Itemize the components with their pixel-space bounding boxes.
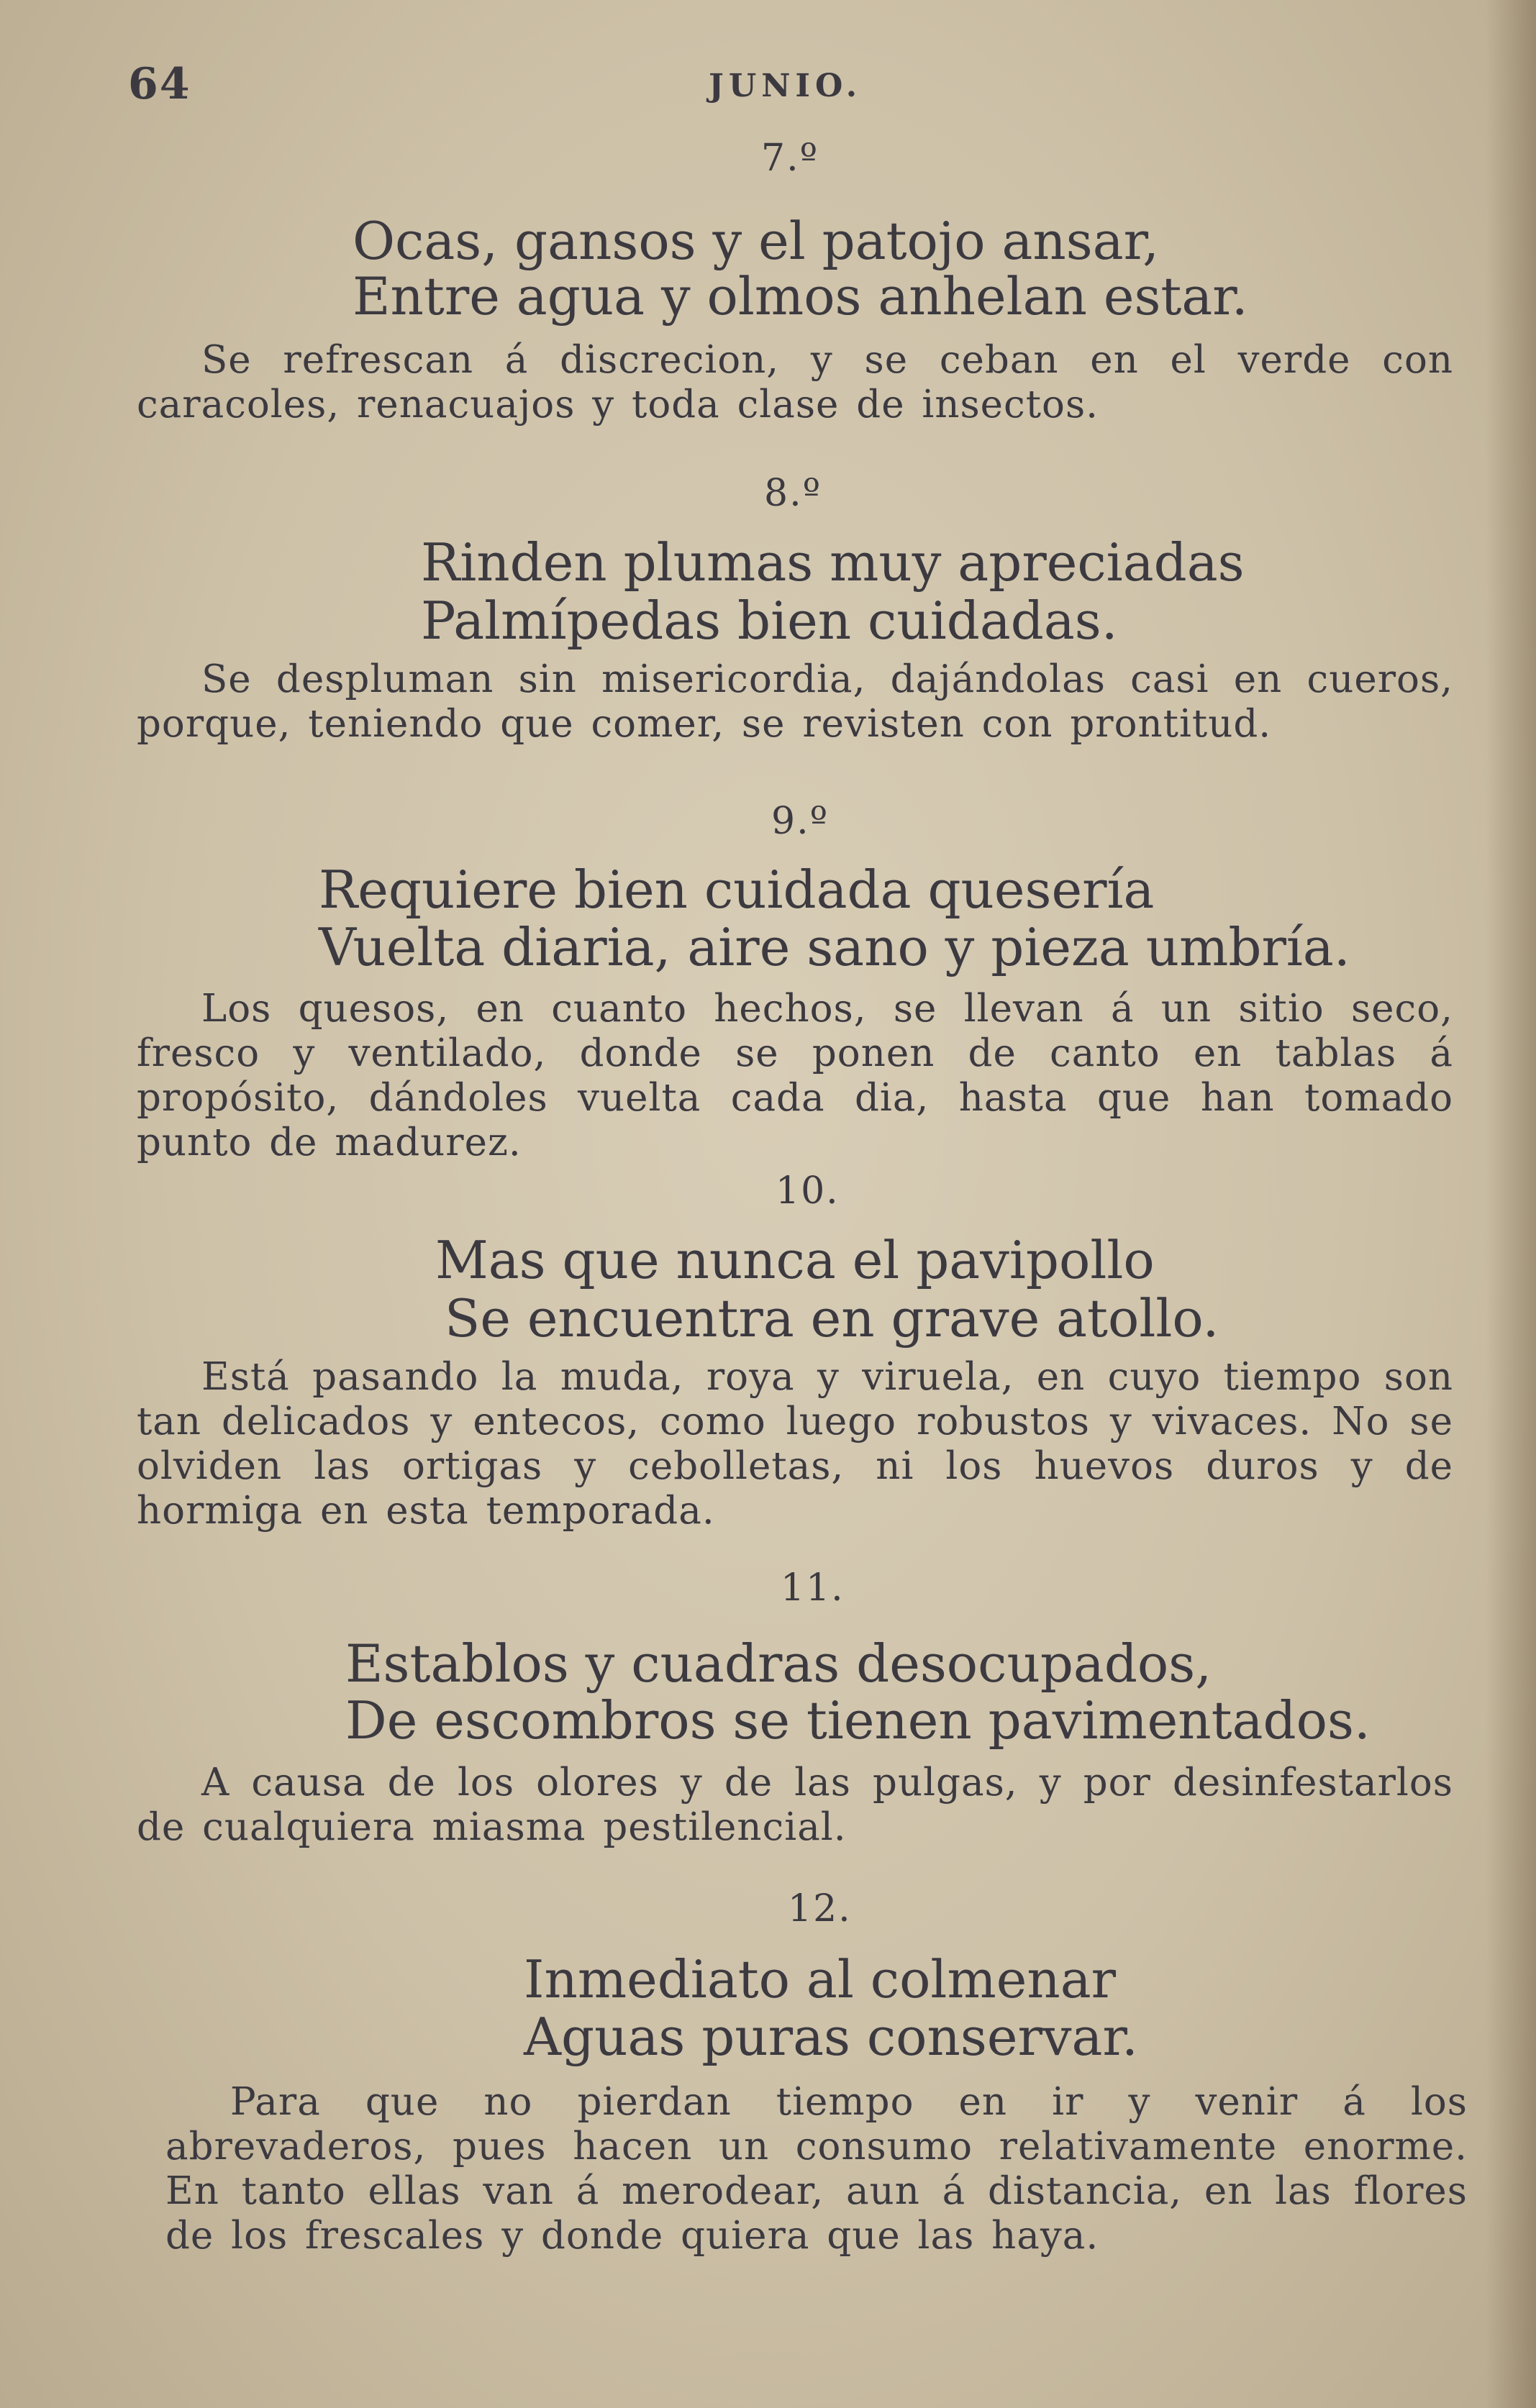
entry-number: 11. bbox=[781, 1566, 845, 1610]
entry-comment: Los quesos, en cuanto hechos, se llevan á un sitio seco, fresco y ventilado, donde se ponen de canto en tablas á propósito, dándoles vuelta cada dia, hasta que han tomado punto de madurez. bbox=[137, 987, 1453, 1164]
verse-line-2: Vuelta diaria, aire sano y pieza umbría. bbox=[319, 917, 1350, 977]
verse-line-2: Aguas puras conservar. bbox=[524, 2007, 1138, 2067]
entry-comment: Para que no pierdan tiempo en ir y venir á los abrevaderos, pues hacen un consumo relativamente enorme. En tanto ellas van á merodear, aun á distancia, en las flores de los frescales y donde quiera que las haya. bbox=[165, 2080, 1468, 2258]
verse-line-1: Establos y cuadras desocupados, bbox=[345, 1633, 1212, 1694]
verse-line-1: Ocas, gansos y el patojo ansar, bbox=[353, 211, 1160, 271]
entry-number: 8.º bbox=[764, 472, 822, 515]
entry-number: 12. bbox=[788, 1887, 852, 1930]
verse-line-2: Se encuentra en grave atollo. bbox=[445, 1288, 1219, 1349]
verse-line-1: Inmediato al colmenar bbox=[524, 1949, 1117, 2010]
running-title: JUNIO. bbox=[709, 68, 863, 104]
running-head bbox=[0, 59, 1536, 117]
verse-line-1: Rinden plumas muy apreciadas bbox=[421, 532, 1245, 593]
entry-comment: A causa de los olores y de las pulgas, y por desinfestarlos de cualquiera miasma pestilencial. bbox=[137, 1761, 1453, 1849]
verse-line-2: De escombros se tienen pavimentados. bbox=[345, 1690, 1371, 1751]
page-number: 64 bbox=[128, 59, 191, 109]
verse-line-2: Palmípedas bien cuidadas. bbox=[421, 590, 1118, 651]
verse-line-1: Requiere bien cuidada quesería bbox=[319, 859, 1155, 920]
verse-line-1: Mas que nunca el pavipollo bbox=[435, 1230, 1155, 1290]
entry-number: 9.º bbox=[771, 800, 830, 843]
verse-line-2: Entre agua y olmos anhelan estar. bbox=[353, 266, 1248, 327]
entry-number: 7.º bbox=[761, 137, 819, 180]
page-edge-shadow bbox=[1486, 0, 1536, 2408]
entry-comment: Se despluman sin misericordia, dajándolas casi en cueros, porque, teniendo que comer, se revisten con prontitud. bbox=[137, 657, 1453, 746]
entry-comment: Se refrescan á discrecion, y se ceban en el verde con caracoles, renacuajos y toda clase de insectos. bbox=[137, 338, 1453, 427]
entry-comment: Está pasando la muda, roya y viruela, en cuyo tiempo son tan delicados y entecos, como luego robustos y vivaces. No se olviden las ortigas y cebolletas, ni los huevos duros y de hormiga en esta temporada. bbox=[137, 1355, 1453, 1533]
entry-number: 10. bbox=[776, 1169, 840, 1213]
